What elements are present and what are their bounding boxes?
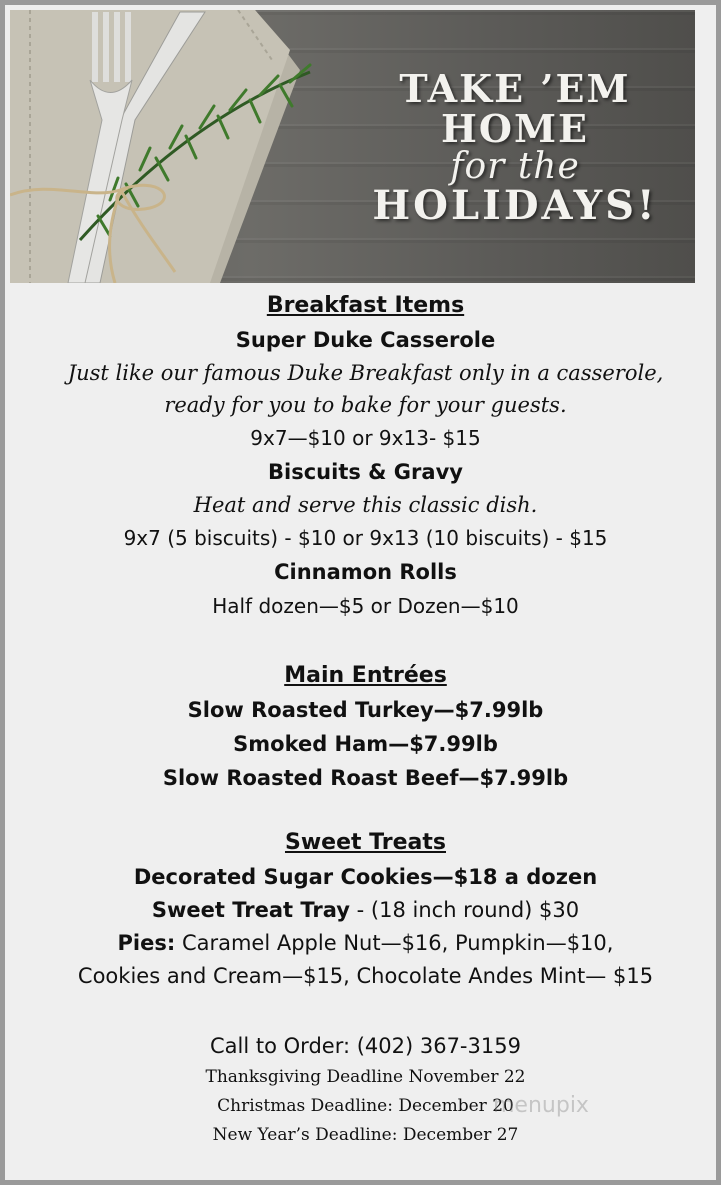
casserole-desc-line-2: ready for you to bake for your guests. (164, 393, 567, 417)
menu-body (10, 289, 721, 1150)
biscuits-price: 9x7 (5 biscuits) - $10 or 9x13 (10 biscuits) - $15 (123, 526, 608, 550)
biscuits-name: Biscuits & Gravy (268, 460, 463, 484)
pies-line-1 (10, 927, 721, 960)
casserole-desc-line-1: Just like our famous Duke Breakfast only in a casserole, (67, 361, 664, 385)
casserole-name: Super Duke Casserole (235, 328, 496, 352)
entree-item: Slow Roasted Turkey—$7.99lb (187, 698, 544, 722)
casserole-price: 9x7—$10 or 9x13- $15 (250, 426, 481, 450)
entree-item: Smoked Ham—$7.99lb (233, 732, 498, 756)
headline-line-2: HOME (440, 106, 590, 151)
rolls-price: Half dozen—$5 or Dozen—$10 (212, 594, 519, 618)
tray-item (10, 894, 721, 927)
section-spacer (10, 993, 721, 1029)
new-year-deadline: New Year’s Deadline: December 27 (212, 1125, 519, 1145)
headline-line-4: HOLIDAYS! (372, 181, 658, 229)
pies-label: Pies: (117, 931, 176, 955)
christmas-deadline: Christmas Deadline: December 20 (217, 1096, 514, 1116)
banner-headline (350, 66, 680, 229)
pies-line-2: Cookies and Cream—$15, Chocolate Andes Mint— $15 (77, 964, 654, 988)
watermark: menupix (493, 1093, 589, 1118)
section-spacer (10, 623, 721, 659)
headline-line-1: TAKE ’EM (399, 66, 631, 111)
headline-line-3: for the (450, 146, 580, 187)
thanksgiving-deadline: Thanksgiving Deadline November 22 (205, 1067, 526, 1087)
entree-item: Slow Roasted Roast Beef—$7.99lb (162, 766, 569, 790)
pies-list-1: Caramel Apple Nut—$16, Pumpkin—$10, (175, 931, 614, 955)
rolls-name: Cinnamon Rolls (274, 560, 457, 584)
treats-heading: Sweet Treats (284, 830, 446, 855)
tray-detail: - (18 inch round) $30 (349, 898, 580, 922)
section-spacer (10, 795, 721, 826)
biscuits-desc: Heat and serve this classic dish. (193, 493, 538, 517)
breakfast-heading: Breakfast Items (266, 293, 465, 318)
tray-name: Sweet Treat Tray (151, 898, 350, 922)
entrees-heading: Main Entrées (284, 663, 447, 688)
call-to-order: Call to Order: (402) 367-3159 (210, 1034, 521, 1058)
cookies-item: Decorated Sugar Cookies—$18 a dozen (133, 865, 598, 889)
holiday-banner (10, 10, 695, 283)
